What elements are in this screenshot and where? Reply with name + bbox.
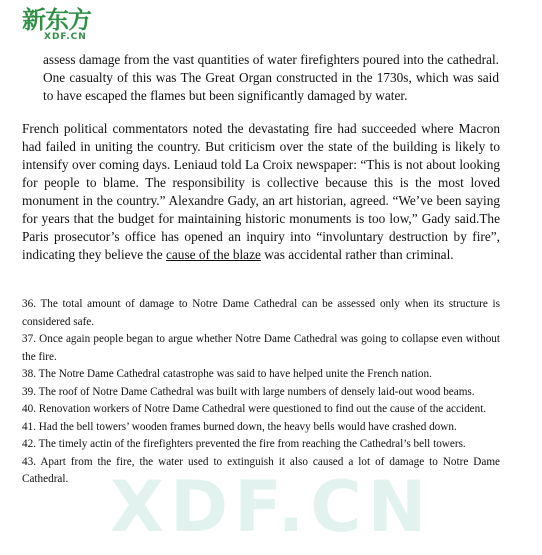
- question-37: 37. Once again people began to argue whether Notre Dame Cathedral was going to collapse even without the fire.: [22, 333, 500, 363]
- quote-continuation: assess damage from the vast quantities of water firefighters poured into the cathedral. One casualty of this was The Great Organ constructed in the 1730s, which was said to have escaped the flames but been significantly damaged by water.: [43, 52, 499, 103]
- question-40: 40. Renovation workers of Notre Dame Cathedral were questioned to find out the cause of the accident.: [22, 403, 487, 415]
- xdf-watermark: XDF.CN: [110, 466, 433, 548]
- question-38: 38. The Notre Dame Cathedral catastrophe was said to have helped unite the French nation.: [22, 368, 432, 380]
- question-41: 41. Had the bell towers’ wooden frames burned down, the heavy bells would have crashed down.: [22, 420, 457, 433]
- paragraph-text-start: French political commentators noted the devastating fire had succeeded where Macron had failed in uniting the country. But criticism over the state of the building is likely to intensify over coming days. Leniaud told La Croix newspaper: “This is not about looking for people to blame. The responsibility is collective because this is the most loved monument in the country.” Alexandre Gady, an art historian, agreed. “We’ve been saying for years that the budget for maintaining historic monuments is too low,” Gady said.The Paris prosecutor’s office has opened an inquiry into “involuntary destruction by fire”, indicating they believe the: [22, 121, 500, 262]
- article-paragraph: [22, 120, 500, 264]
- logo-chinese-text: 新东方: [22, 6, 91, 34]
- question-43: 43. Apart from the fire, the water used to extinguish it also caused a lot of damage to Notre Dame Cathedral.: [22, 455, 500, 485]
- question-36: 36. The total amount of damage to Notre Dame Cathedral can be assessed only when its structure is considered safe.: [22, 298, 500, 328]
- underlined-phrase: cause of the blaze: [166, 247, 261, 262]
- xdf-logo: [22, 6, 102, 46]
- question-39: 39. The roof of Notre Dame Cathedral was built with large numbers of densely laid-out wood beams.: [22, 385, 475, 398]
- question-list: [22, 296, 500, 489]
- question-42: 42. The timely actin of the firefighters prevented the fire from reaching the Cathedral’s bell towers.: [22, 438, 466, 450]
- logo-domain-text: XDF.CN: [44, 32, 87, 42]
- paragraph-text-end: was accidental rather than criminal.: [260, 247, 454, 262]
